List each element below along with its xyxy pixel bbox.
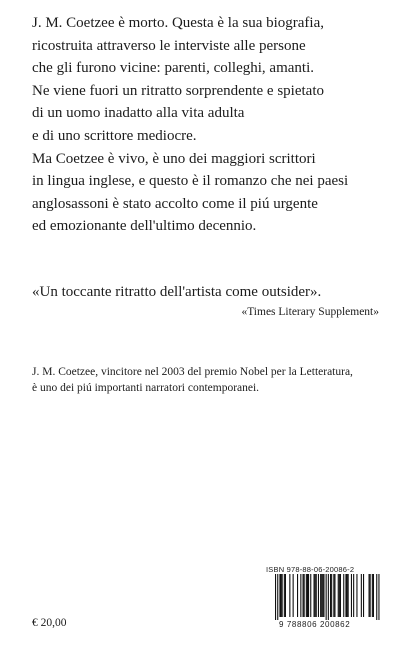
barcode-bar <box>343 574 344 617</box>
barcode-bar <box>378 574 379 620</box>
barcode-bar <box>300 574 301 617</box>
barcode-bar <box>373 574 374 617</box>
barcode-bar <box>310 574 311 617</box>
blurb-line: Ma Coetzee è vivo, è uno dei maggiori scrittori <box>32 150 316 167</box>
barcode-bar <box>315 574 316 617</box>
blurb-line: anglosassoni è stato accolto come il piú urgente <box>32 195 318 212</box>
barcode-bar <box>275 574 276 620</box>
barcode-bar <box>331 574 332 617</box>
barcode-bar <box>281 574 282 617</box>
barcode-bar <box>304 574 305 617</box>
barcode-bar <box>339 574 340 617</box>
barcode-bar <box>372 574 373 617</box>
barcode-bar <box>282 574 283 617</box>
barcode-bar <box>363 574 364 617</box>
isbn-label: ISBN 978-88-06-20086-2 <box>266 565 355 574</box>
barcode-bar <box>321 574 322 617</box>
barcode-bar <box>308 574 309 617</box>
barcode-bar <box>347 574 348 617</box>
barcode-bar <box>303 574 304 617</box>
barcode-bar <box>353 574 354 617</box>
barcode-bar <box>318 574 319 617</box>
ean-digits: 9 788806 200862 <box>279 620 351 629</box>
blurb-line: ed emozionante dell'ultimo decennio. <box>32 218 257 235</box>
barcode-bar <box>326 574 327 620</box>
barcode-bar <box>356 574 357 617</box>
barcode-bar <box>307 574 308 617</box>
barcode-bar <box>333 574 334 617</box>
barcode-bar <box>330 574 331 617</box>
blurb-line: Ne viene fuori un ritratto sorprendente e spietato <box>32 82 324 99</box>
barcode-bar <box>340 574 341 617</box>
barcode-block <box>261 564 385 632</box>
blurb-line: ricostruita attraverso le interviste alle persone <box>32 37 306 54</box>
blurb-line: di un uomo inadatto alla vita adulta <box>32 105 245 122</box>
barcode-bar <box>369 574 370 617</box>
barcode-bar <box>320 574 321 617</box>
review-quote-source: «Times Literary Supplement» <box>241 306 379 318</box>
barcode-bar <box>376 574 377 620</box>
barcode-bar <box>323 574 324 617</box>
barcode-bar <box>370 574 371 617</box>
blurb-line: che gli furono vicine: parenti, colleghi, amanti. <box>32 60 314 77</box>
barcode-graphic <box>261 574 385 620</box>
review-quote: «Un toccante ritratto dell'artista come outsider». <box>32 284 322 300</box>
blurb-line: e di uno scrittore mediocre. <box>32 127 197 144</box>
price-label: € 20,00 <box>32 617 67 629</box>
barcode-bar <box>345 574 346 617</box>
barcode-bar <box>289 574 290 617</box>
barcode-bar <box>306 574 307 617</box>
author-note-line: J. M. Coetzee, vincitore nel 2003 del premio Nobel per la Letteratura, <box>32 366 353 378</box>
blurb-line: in lingua inglese, e questo è il romanzo che nei paesi <box>32 173 349 190</box>
barcode-bar <box>361 574 362 617</box>
author-note-line: è uno dei piú importanti narratori contemporanei. <box>32 381 260 394</box>
back-cover-blurb <box>32 12 392 238</box>
barcode-bar <box>328 574 329 620</box>
blurb-line: J. M. Coetzee è morto. Questa è la sua biografia, <box>32 15 324 31</box>
barcode-bar <box>338 574 339 617</box>
barcode-bar <box>297 574 298 617</box>
barcode-bar <box>348 574 349 617</box>
barcode-bar <box>284 574 285 617</box>
barcode-bar <box>293 574 294 617</box>
barcode-bar <box>279 574 280 617</box>
author-note <box>32 365 402 396</box>
barcode-bar <box>314 574 315 617</box>
barcode-bar <box>322 574 323 617</box>
barcode-bar <box>277 574 278 620</box>
barcode-bar <box>334 574 335 617</box>
barcode-bar <box>285 574 286 617</box>
barcode-bar <box>316 574 317 617</box>
barcode-bar <box>351 574 352 617</box>
